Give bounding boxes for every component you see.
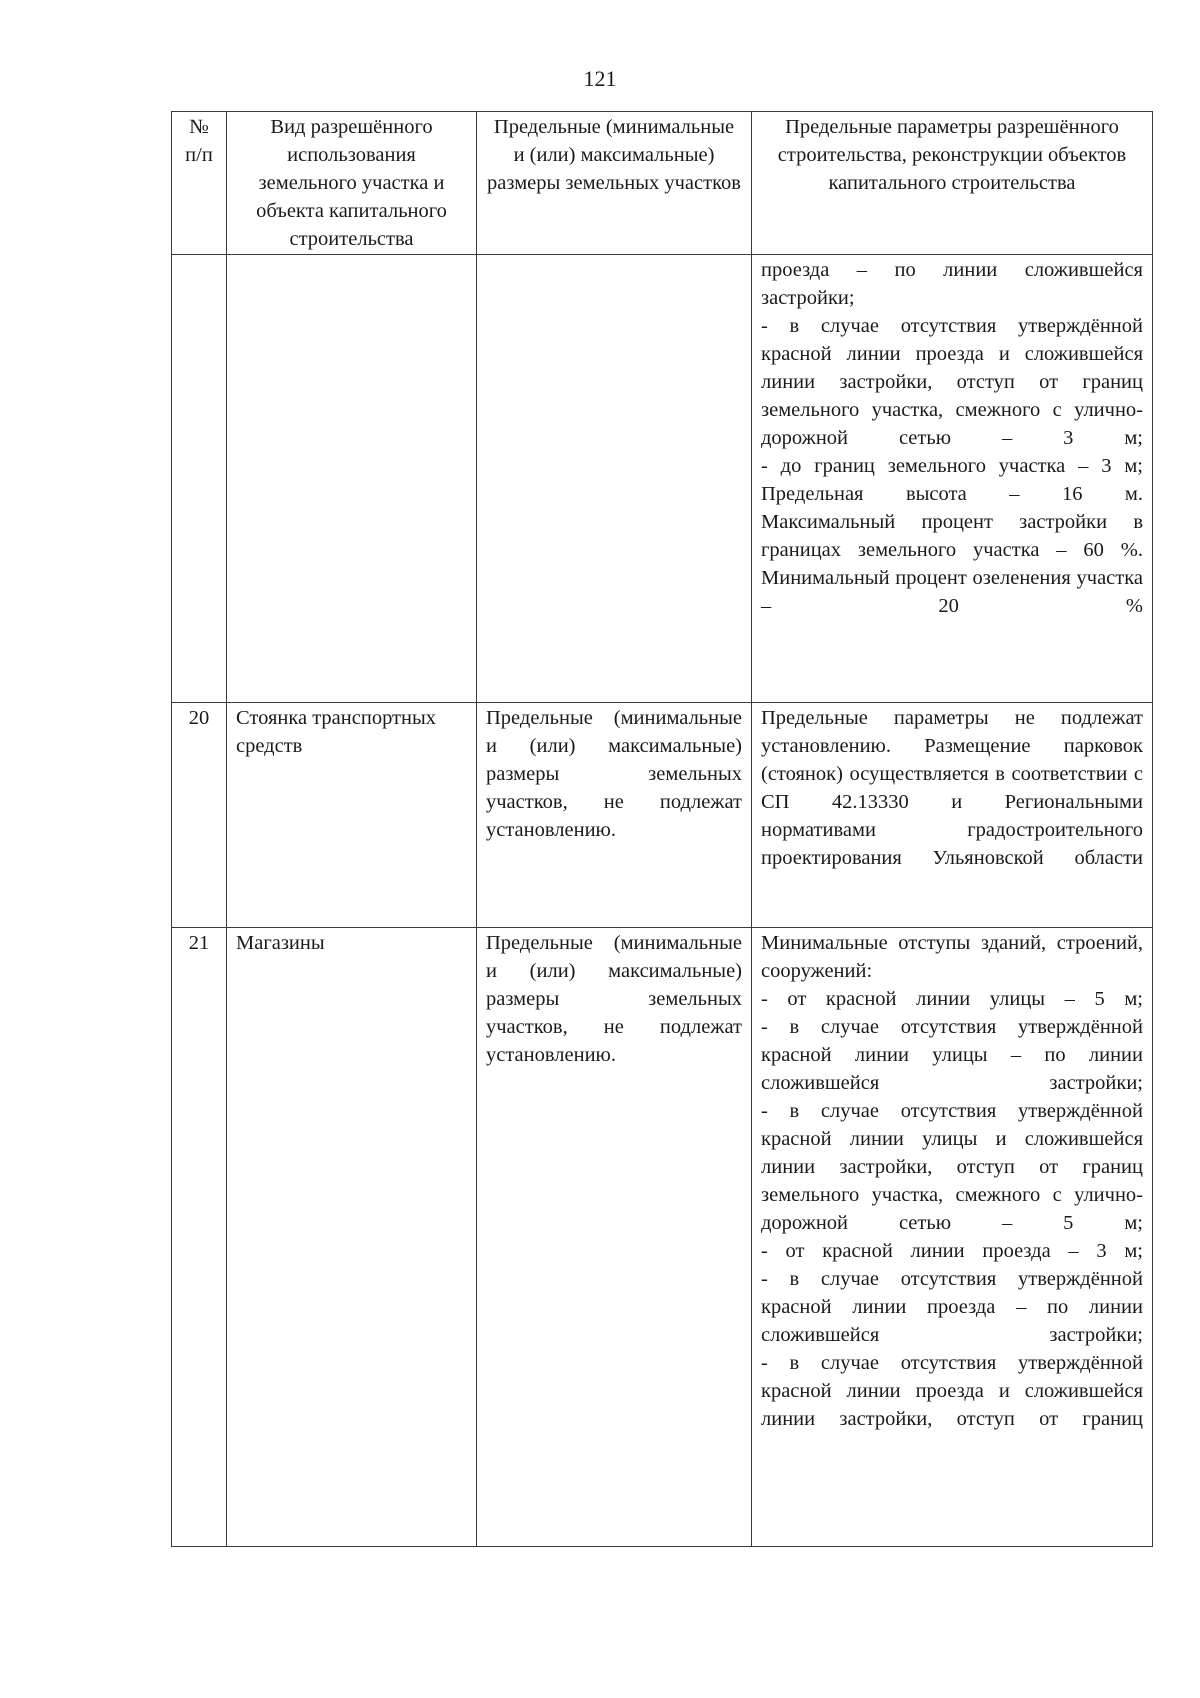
param-line: - до границ земельного участка – 3 м; [761,455,1143,477]
header-number: № п/п [172,112,227,255]
row-size [477,255,752,703]
param-line: Предельная высота – 16 м. [761,483,1143,505]
page-number: 121 [583,66,617,91]
row-kind: Стоянка транспортных средств [227,703,477,928]
param-line: проезда – по линии сложившейся застройки; [761,259,1143,309]
header-params: Предельные параметры разрешённого строительства, реконструкции объектов капитального строительства [752,112,1153,255]
param-line: Минимальный процент озеленения участка – 20 % [761,567,1143,617]
param-line: - в случае отсутствия утверждённой красной линии проезда и сложившейся линии застройки, отступ от границ [761,1352,1143,1430]
param-line: - в случае отсутствия утверждённой красной линии проезда и сложившейся линии застройки, отступ от границ земельного участка, смежного с улично-дорожной сетью – 3 м; [761,315,1143,449]
header-kind: Вид разрешённого использования земельного участка и объекта капитального строительства [227,112,477,255]
table-row [172,928,1153,1547]
param-line: - в случае отсутствия утверждённой красной линии проезда – по линии сложившейся застройки; [761,1268,1143,1346]
row-kind [227,255,477,703]
table-row [172,703,1153,928]
row-number: 21 [172,928,227,1547]
header-size: Предельные (минимальные и (или) максимальные) размеры земельных участков [477,112,752,255]
regulations-table [171,111,1153,1547]
param-line: Предельные параметры не подлежат установлению. Размещение парковок (стоянок) осуществляется в соответствии с СП 42.13330 и Региональными нормативами градостроительного проектирования Ульяновской области [761,707,1143,869]
row-size: Предельные (минимальные и (или) максимальные) размеры земельных участков, не подлежат установлению. [477,928,752,1547]
row-params [752,255,1153,703]
row-params [752,928,1153,1547]
param-line: Минимальные отступы зданий, строений, сооружений: [761,932,1143,982]
param-line: - от красной линии улицы – 5 м; [761,988,1143,1010]
row-params [752,703,1153,928]
table-header-row [172,112,1153,255]
param-line: - в случае отсутствия утверждённой красной линии улицы – по линии сложившейся застройки; [761,1016,1143,1094]
param-line: Максимальный процент застройки в границах земельного участка – 60 %. [761,511,1143,561]
row-size: Предельные (минимальные и (или) максимальные) размеры земельных участков, не подлежат установлению. [477,703,752,928]
row-number [172,255,227,703]
row-number: 20 [172,703,227,928]
param-line: - от красной линии проезда – 3 м; [761,1240,1143,1262]
table-row [172,255,1153,703]
param-line: - в случае отсутствия утверждённой красной линии улицы и сложившейся линии застройки, отступ от границ земельного участка, смежного с улично-дорожной сетью – 5 м; [761,1100,1143,1234]
row-kind: Магазины [227,928,477,1547]
